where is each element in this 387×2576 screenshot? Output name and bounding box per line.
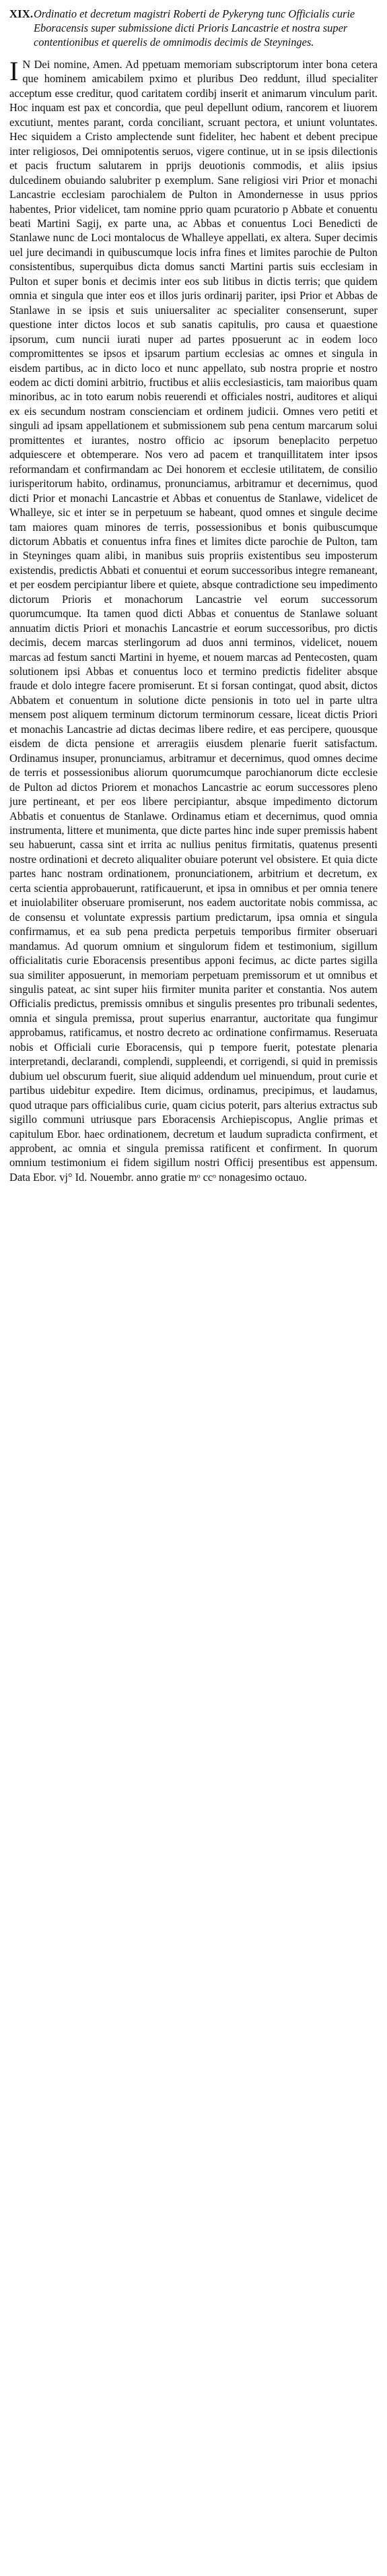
charter-body-text: N Dei nomine, Amen. Ad ppetuam memoriam subscriptorum inter bona cetera que hominem amicabilem pximo et pluribus Deo reddunt, illud specialiter acceptum esse creditur, quod caritatem cordibj inserit et animarum vinculum parit. Hoc inquam est pax et concordia, que peul depellunt odium, rancorem et liuorem excutiunt, mentes parant, corda conciliant, scruant pectora, et uniunt voluntates. Hec siquidem a Cristo amplectende sunt fideliter, hec habent et debent precipue inter religiosos, Dei omnipotentis seruos, vigere continue, ut in se ipsis dilectionis et pacis fructum salutarem in pprijs deuotionis commodis, et aliis ipsius dulcedinem obuiando salubriter p exemplum. Sane religiosi viri Prior et monachi Lancastrie ecclesiam parochialem de Pulton in Amondernesse in usus pprios habentes, Prior videlicet, tam nomine pprio quam pcuratorio p Abbate et conuentu beati Martini Sagij, ex parte una, ac Abbas et conuentus Loci Benedicti de Stanlawe nunc de Loci montalocus de Whalleye appellati, ex altera. Super decimis uel jure decimandi in quibuscumque locis infra fines et limites parochie de Pulton consistentibus, superquibus dicta domus sancti Martini partis suis ecclesiam in Pulton et super bonis et decimis inter eos sub litibus in dictis terris; que quidem omnia et singula que inter eos et illos juris ordinarij pariter, ipsi Prior et Abbas de Stanlawe in se ipsis et suis uniuersaliter ac specialiter consenserunt, super questione inter dictos locos et sub sanatis capitulis, pro causa et quaestione ipsorum, cum nuncii iurati nuper ad partes pposuerunt ac in eodem loco compromittentes se ipsos et ipsarum partium ecclesias ac omnes et singula in eisdem partibus, ac in dicto loco et nunc appellato, sub nostra proprie et nostro eodem ac dicti domini arbitrio, fructibus et aliis ecclesiasticis, tam maioribus quam minoribus, ac in toto earum nobis reuerendi et officiales nostri, auditores et aliqui ex eis secundum nostram conscienciam et ordinem judicii. Omnes vero petiti et singuli ad ipsam appellationem et submissionem sub pena centum marcarum solui promittentes et iurantes, nostro officio ac ipsorum beneplacito perpetuo adquiescere et obtemperare. Nos vero ad pacem et tranquillitatem inter ipsos reformandam et confirmandam ac Dei honorem et ecclesie utilitatem, de consilio iurisperitorum habito, ordinamus, pronunciamus, arbitramur et decernimus, quod dicti Prior et monachi Lancastrie et Abbas et conuentus de Stanlawe, videlicet de Whalleye, sic et inter se in perpetuum se habeant, quod omnes et singule decime tam maiores quam minores de terris, possessionibus et bonis quibuscumque dictorum Abbatis et conuentus infra fines et limites dicte parochie de Pulton, tam in Steyninges quam alibi, in manibus suis propriis existentibus seu imposterum existendis, predictis Abbati et conuentui et eorum successoribus integre remaneant, et per eosdem percipiantur libere et quiete, absque contradictione seu impedimento dictorum Prioris et monachorum Lancastrie vel eorum successorum quorumcumque. Ita tamen quod dicti Abbas et conuentus de Stanlawe soluant annuatim dictis Priori et monachis Lancastrie et eorum successoribus, pro dictis decimis, decem marcas sterlingorum ad duos anni terminos, videlicet, nouem marcas ad festum sancti Martini in hyeme, et nouem marcas ad Pentecosten, quam solutionem ipsi Abbas et conuentus loco et termino predictis fideliter absque fraude et dolo integre facere promiserunt. Et si forsan contingat, quod absit, dictos Abbatem et conuentum in solutione dicte pensionis in toto uel in parte ultra mensem post aliquem terminum dictorum terminorum cessare, liceat dictis Priori et monachis Lancastrie ad dictas decimas libere redire, et eas percipere, quousque eisdem de dicta pensione et arreragiis eiusdem plenarie fuerit satisfactum. Ordinamus insuper, pronunciamus, arbitramur et decernimus, quod omnes decime de terris et possessionibus aliorum quorumcumque parochianorum dicte ecclesie de Pulton ad dictos Priorem et monachos Lancastrie ac eorum successores pleno jure pertineant, et per eos libere percipiantur, absque impedimento dictorum Abbatis et conuentus de Stanlawe. Ordinamus etiam et decernimus, quod omnia instrumenta, littere et munimenta, que dicte partes hinc inde super premissis habent seu habuerunt, cassa sint et irrita ac nullius penitus firmitatis, quatenus presenti nostre ordinationi et decreto aliqualiter obuiare poterunt vel obsistere. Et quia dicte partes hanc nostram ordinationem, pronunciationem, arbitrium et decretum, ex certa scientia approbauerunt, ratificauerunt, et ipsa in omnibus et per omnia tenere et inuiolabiliter obseruare promiserunt, nos eadem auctoritate nobis commissa, ac de consensu et voluntate expressis partium predictarum, ipsa omnia et singula confirmamus, et ea sub pena predicta perpetuis temporibus firmiter obseruari mandamus. Ad quorum omnium et singulorum fidem et testimonium, sigillum officialitatis curie Eboracensis presentibus apponi fecimus, ac dicte partes sigilla sua similiter apposuerunt, in memoriam perpetuam premissorum et ut omnibus et singulis pateat, ac sint super hiis firmiter munita pariter et constantia. Nos autem Officialis predictus, premissis omnibus et singulis presentes pro tribunali sedentes, omnia et singula premissa, prout superius enarrantur, auctoritate qua fungimur approbamus, ratificamus, et nostro decreto ac ordinatione confirmamus. Reseruata nobis et Officiali curie Eboracensis, qui p tempore fuerit, potestate plenaria interpretandi, declarandi, complendi, suppleendi, et corrigendi, si quid in premissis dubium uel obscurum fuerit, siue aliquid addendum uel minuendum, prout curie et partibus uidebitur expedire. Item dicimus, ordinamus, precipimus, et laudamus, quod utraque pars officialibus curie, quam cicius poterit, pars alterius extractus sub sigillo communi utriusque pars Eboracensis Archiepiscopus, Anglie primas et capitulum Ebor. haec ordinationem, decretum et laudum supradicta confirment, et approbent, ac omnia et singula premissa ratificent et confirment. In quorum omnium testimonium ei fidem sigillum nostri Officij presentibus est appensum. (9, 58, 378, 1169)
charter-title: Ordinatio et decretum magistri Roberti de Pykeryng tunc Officialis curie Eboracensis super submissione dicti Prioris Lancastrie et nostra super contentionibus et querelis de omnimodis decimis de Steyninges. (34, 7, 355, 49)
charter-body (9, 57, 378, 1184)
drop-cap-initial: I (9, 56, 19, 86)
charter-date: Data Ebor. vj° Id. Nouembr. anno gratie mᵒ ccᵒ nonagesimo octauo. (9, 1170, 308, 1184)
charter-heading (9, 7, 378, 49)
charter-number: XIX. (9, 7, 34, 20)
